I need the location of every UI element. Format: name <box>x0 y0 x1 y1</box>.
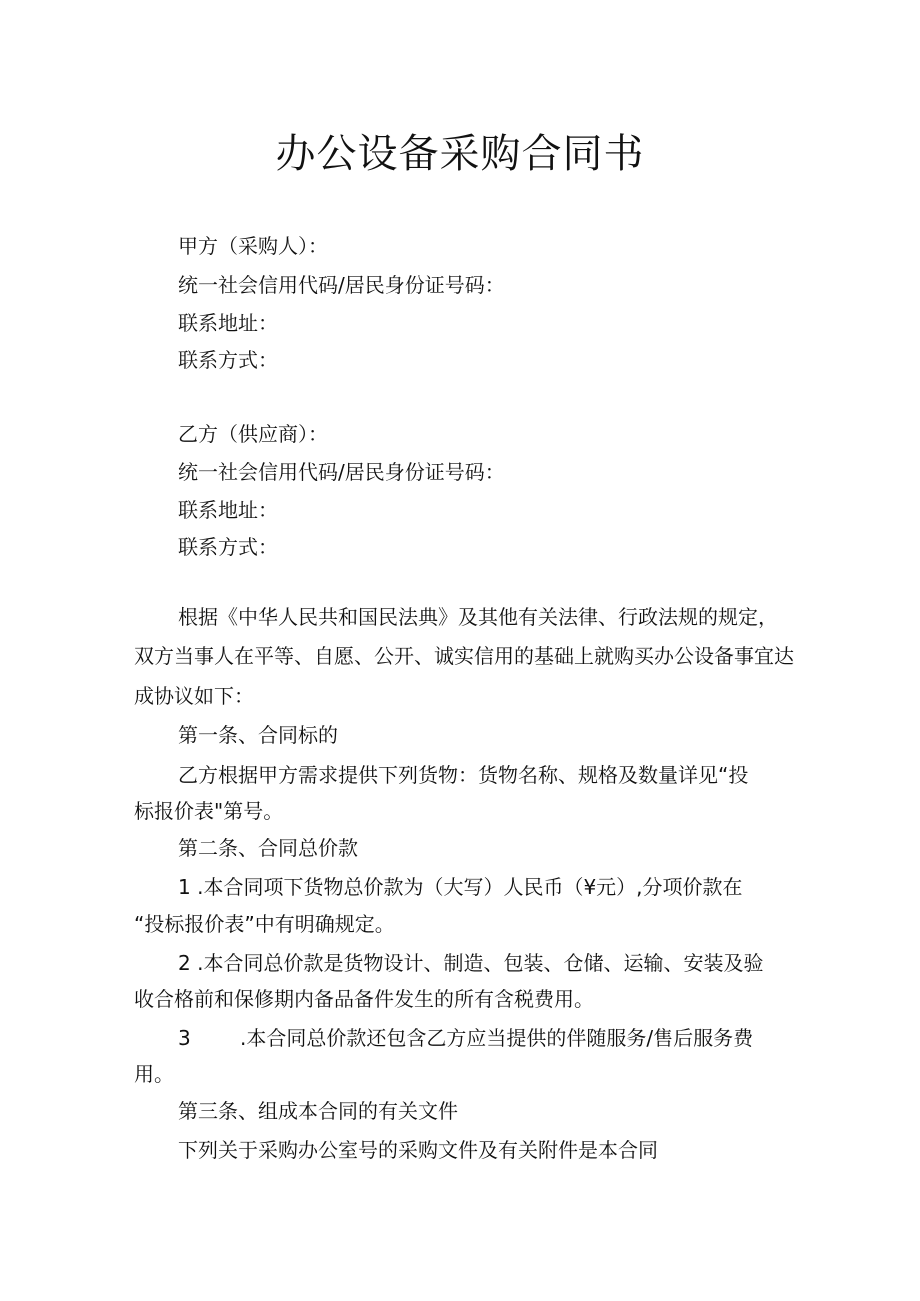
article-2-heading: 第二条、合同总价款 <box>178 836 358 860</box>
article-2-item-2-line: 2 .本合同总价款是货物设计、制造、包装、仓储、运输、安装及验 <box>178 951 764 975</box>
article-2-item-1-line: 1 .本合同项下货物总价款为（大写）人民币（¥元）,分项价款在 <box>178 875 743 899</box>
party-a-address: 联系地址： <box>178 311 278 335</box>
preamble-line: 双方当事人在平等、自愿、公开、诚实信用的基础上就购买办公设备事宜达 <box>134 644 794 668</box>
party-b-address: 联系地址： <box>178 498 278 522</box>
preamble-line: 根据《中华人民共和国民法典》及其他有关法律、行政法规的规定， <box>178 605 778 629</box>
article-1-line: 标报价表"第号。 <box>134 799 284 823</box>
preamble-line: 成协议如下： <box>134 684 254 708</box>
party-a-credit-code: 统一社会信用代码/居民身份证号码： <box>178 273 505 297</box>
article-1-heading: 第一条、合同标的 <box>178 723 338 747</box>
article-2-item-3-number: 3 <box>178 1026 191 1050</box>
party-a-contact: 联系方式： <box>178 348 278 372</box>
article-2-item-2-line: 收合格前和保修期内备品备件发生的所有含税费用。 <box>134 987 594 1011</box>
party-b-credit-code: 统一社会信用代码/居民身份证号码： <box>178 460 505 484</box>
article-2-item-3-line: .本合同总价款还包含乙方应当提供的伴随服务/售后服务费 <box>240 1026 754 1050</box>
party-b-heading: 乙方（供应商）： <box>178 422 328 446</box>
party-a-heading: 甲方（采购人）： <box>178 234 328 258</box>
article-3-heading: 第三条、组成本合同的有关文件 <box>178 1099 458 1123</box>
article-3-line: 下列关于采购办公室号的采购文件及有关附件是本合同 <box>178 1138 658 1162</box>
article-1-line: 乙方根据甲方需求提供下列货物：货物名称、规格及数量详见“投 <box>178 763 749 787</box>
document-title: 办公设备采购合同书 <box>275 131 645 177</box>
article-2-item-3-line: 用。 <box>134 1062 174 1086</box>
party-b-contact: 联系方式： <box>178 535 278 559</box>
article-2-item-1-line: “投标报价表”中有明确规定。 <box>134 912 395 936</box>
